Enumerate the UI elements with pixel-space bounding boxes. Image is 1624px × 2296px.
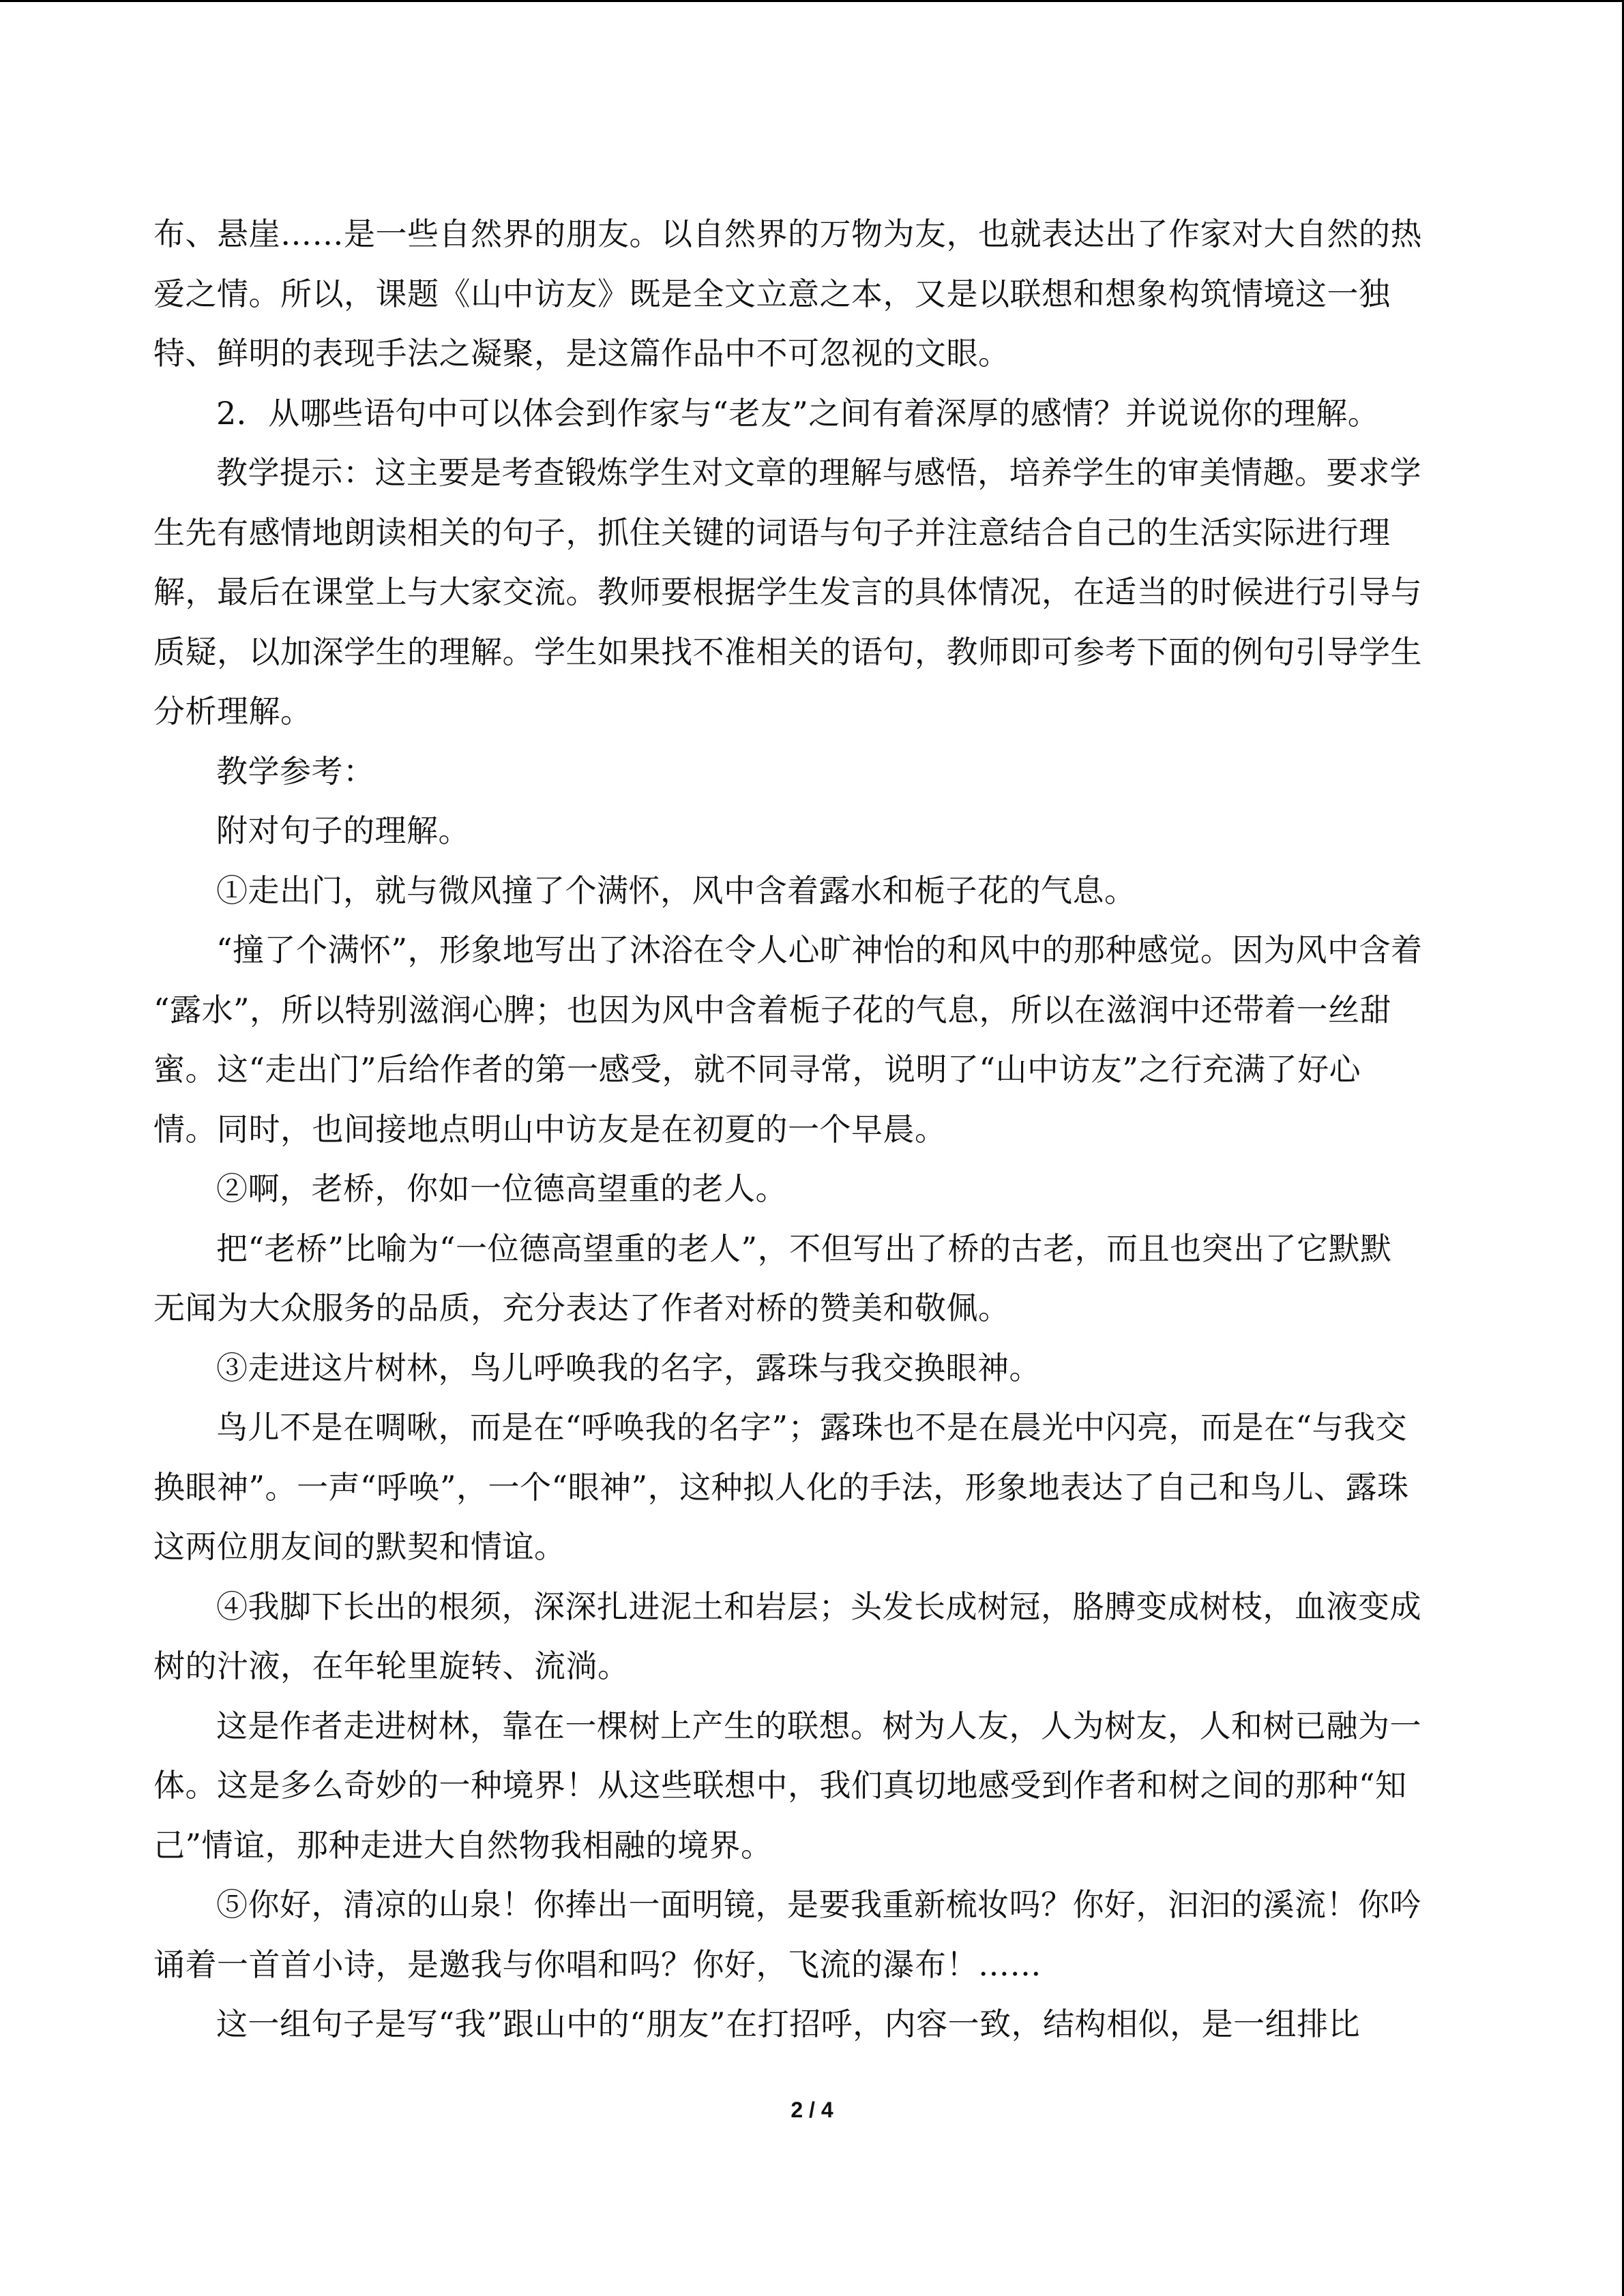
text-line: 换眼神”。一声“呼唤”，一个“眼神”，这种拟人化的手法，形象地表达了自己和鸟儿、露珠: [153, 1468, 1409, 1506]
text-line: 己”情谊，那种走进大自然物我相融的境界。: [153, 1826, 773, 1864]
text-line: 蜜。这“走出门”后给作者的第一感受，就不同寻常，说明了“山中访友”之行充满了好心: [153, 1051, 1361, 1088]
document-body: [153, 205, 1473, 2055]
text-line: 爱之情。所以，课题《山中访友》既是全文立意之本，又是以联想和想象构筑情境这一独: [153, 275, 1391, 312]
text-line: 教学提示：这主要是考查锻炼学生对文章的理解与感悟，培养学生的审美情趣。要求学: [216, 454, 1421, 491]
text-line: 2．从哪些语句中可以体会到作家与“老友”之间有着深厚的感情？并说说你的理解。: [216, 394, 1380, 432]
text-line: 附对句子的理解。: [216, 812, 470, 849]
text-line: 这两位朋友间的默契和情谊。: [153, 1528, 566, 1565]
text-line: 教学参考：: [216, 752, 375, 790]
text-line: 布、悬崖……是一些自然界的朋友。以自然界的万物为友，也就表达出了作家对大自然的热: [153, 215, 1422, 252]
page-number: 2 / 4: [791, 2098, 833, 2122]
text-line: 特、鲜明的表现手法之凝聚，是这篇作品中不可忽视的文眼。: [153, 335, 1010, 372]
text-line: 体。这是多么奇妙的一种境界！从这些联想中，我们真切地感受到作者和树之间的那种“知: [153, 1767, 1407, 1804]
text-line: ⑤你好，清凉的山泉！你捧出一面明镜，是要我重新梳妆吗？你好，汩汩的溪流！你吟: [216, 1886, 1421, 1923]
text-line: “露水”，所以特别滋润心脾；也因为风中含着栀子花的气息，所以在滋润中还带着一丝甜: [153, 991, 1392, 1028]
text-line: ③走进这片树林，鸟儿呼唤我的名字，露珠与我交换眼神。: [216, 1349, 1041, 1386]
text-line: 树的汁液，在年轮里旋转、流淌。: [153, 1648, 630, 1684]
text-line: 情。同时，也间接地点明山中访友是在初夏的一个早晨。: [153, 1110, 947, 1148]
text-line: 这一组句子是写“我”跟山中的“朋友”在打招呼，内容一致，结构相似，是一组排比: [216, 2006, 1361, 2042]
text-line: 分析理解。: [153, 693, 312, 730]
text-line: “撞了个满怀”，形象地写出了沐浴在令人心旷神怡的和风中的那种感觉。因为风中含着: [216, 931, 1423, 968]
text-line: 鸟儿不是在啁啾，而是在“呼唤我的名字”；露珠也不是在晨光中闪亮，而是在“与我交: [216, 1409, 1408, 1446]
text-line: 解，最后在课堂上与大家交流。教师要根据学生发言的具体情况，在适当的时候进行引导与: [153, 573, 1422, 610]
text-line: 这是作者走进树林，靠在一棵树上产生的联想。树为人友，人为树友，人和树已融为一: [216, 1707, 1421, 1744]
text-line: 把“老桥”比喻为“一位德高望重的老人”，不但写出了桥的古老，而且也突出了它默默: [216, 1229, 1392, 1267]
text-line: ②啊，老桥，你如一位德高望重的老人。: [216, 1170, 787, 1207]
text-line: ④我脚下长出的根须，深深扎进泥土和岩层；头发长成树冠，胳膊变成树枝，血液变成: [216, 1587, 1421, 1625]
text-line: ①走出门，就与微风撞了个满怀，风中含着露水和栀子花的气息。: [216, 871, 1136, 909]
text-line: 生先有感情地朗读相关的句子，抓住关键的词语与句子并注意结合自己的生活实际进行理: [153, 513, 1391, 551]
text-line: 质疑，以加深学生的理解。学生如果找不准相关的语句，教师即可参考下面的例句引导学生: [153, 633, 1422, 670]
text-line: 无闻为大众服务的品质，充分表达了作者对桥的赞美和敬佩。: [153, 1289, 1010, 1326]
text-line: 诵着一首首小诗，是邀我与你唱和吗？你好，飞流的瀑布！……: [153, 1945, 1042, 1983]
